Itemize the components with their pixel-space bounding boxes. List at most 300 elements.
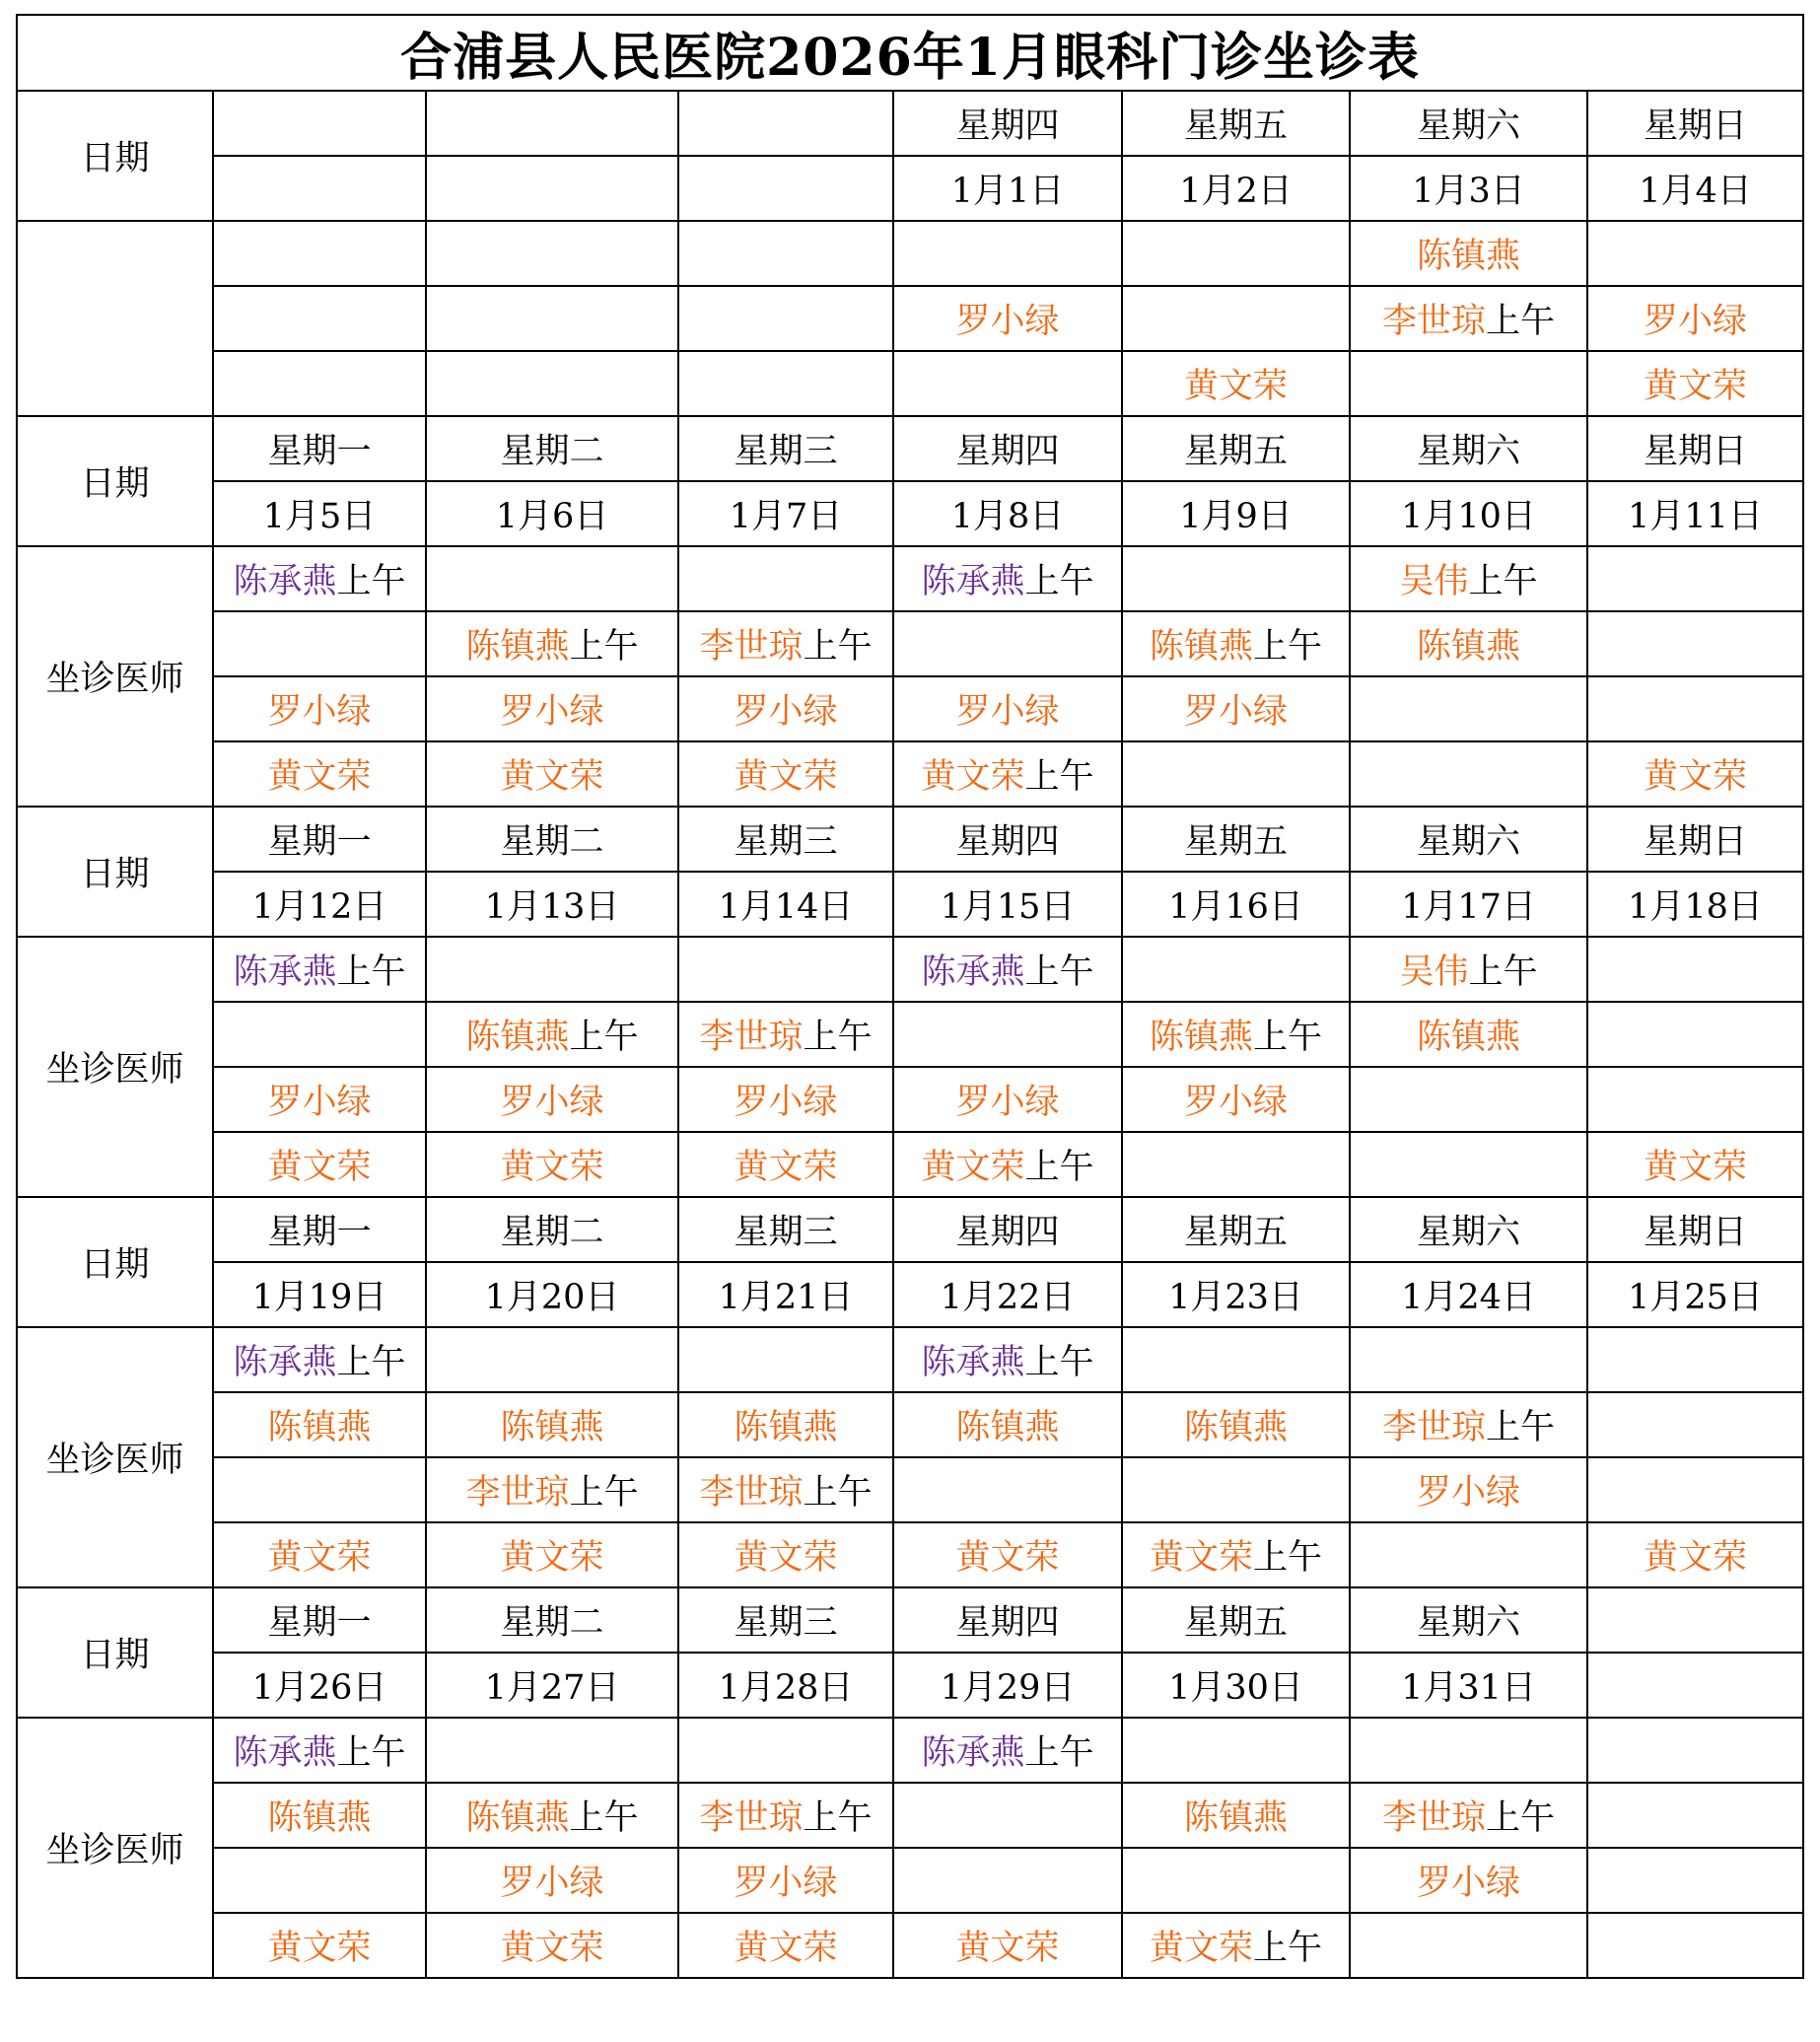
doctor-row	[17, 741, 1803, 807]
doctor-cell	[1587, 1848, 1803, 1913]
weekday-cell: 星期二	[426, 1197, 678, 1262]
doctor-row	[17, 1392, 1803, 1457]
doctor-name: 陈承燕	[233, 952, 337, 992]
session-text: 上午	[1024, 1343, 1094, 1382]
doctor-name: 黄文荣	[500, 757, 604, 797]
doctor-cell	[426, 676, 678, 741]
weekday-cell: 星期四	[893, 416, 1122, 481]
doctor-name: 黄文荣	[267, 757, 372, 797]
doctor-name: 罗小绿	[267, 692, 372, 732]
doctor-row	[17, 1132, 1803, 1197]
weekday-row	[17, 807, 1803, 872]
weekday-cell: 星期三	[678, 1587, 893, 1653]
weekday-cell: 星期六	[1350, 1197, 1587, 1262]
date-label: 日期	[17, 807, 213, 937]
date-row	[17, 1262, 1803, 1327]
doctor-cell	[1350, 1913, 1587, 1978]
date-cell: 1月29日	[893, 1653, 1122, 1718]
doctor-name: 罗小绿	[734, 1083, 838, 1122]
date-cell: 1月23日	[1122, 1262, 1350, 1327]
doctor-cell	[893, 741, 1122, 807]
weekday-cell: 星期一	[213, 416, 426, 481]
date-cell: 1月20日	[426, 1262, 678, 1327]
doctor-cell	[678, 1848, 893, 1913]
doctor-cell	[1122, 741, 1350, 807]
doctor-cell	[1587, 1783, 1803, 1848]
session-text: 上午	[1468, 562, 1538, 601]
doctor-cell	[1122, 676, 1350, 741]
date-cell: 1月30日	[1122, 1653, 1350, 1718]
doctor-cell	[1350, 1067, 1587, 1132]
doctor-cell	[1587, 676, 1803, 741]
doctor-cell	[1350, 1522, 1587, 1587]
doctor-cell	[1350, 286, 1587, 351]
doctor-cell	[1350, 937, 1587, 1002]
session-text: 上午	[569, 627, 639, 667]
weekday-cell: 星期五	[1122, 1197, 1350, 1262]
weekday-cell: 星期四	[893, 91, 1122, 156]
session-text: 上午	[1024, 1148, 1094, 1187]
doctor-name: 陈承燕	[921, 1733, 1025, 1773]
doctor-name: 陈镇燕	[267, 1408, 372, 1447]
doctor-row	[17, 286, 1803, 351]
doctor-cell	[426, 1327, 678, 1392]
session-text: 上午	[1253, 1018, 1323, 1057]
weekday-row	[17, 91, 1803, 156]
doctor-name: 李世琼	[699, 627, 804, 667]
weekday-cell: 星期五	[1122, 416, 1350, 481]
doctor-name: 黄文荣	[734, 1148, 838, 1187]
doctor-name: 黄文荣	[1644, 1538, 1748, 1578]
doctor-cell	[1587, 286, 1803, 351]
doctor-cell	[893, 1718, 1122, 1783]
doctor-name: 陈承燕	[921, 952, 1025, 992]
doctor-name: 李世琼	[1381, 302, 1486, 341]
doctor-cell	[678, 351, 893, 416]
doctor-cell	[213, 741, 426, 807]
weekday-cell: 星期一	[213, 1587, 426, 1653]
doctor-cell	[678, 546, 893, 611]
weekday-row	[17, 416, 1803, 481]
doctor-cell	[893, 546, 1122, 611]
weekday-cell: 星期四	[893, 1587, 1122, 1653]
doctor-cell	[893, 1913, 1122, 1978]
doctor-cell	[213, 1783, 426, 1848]
doctor-cell	[1350, 611, 1587, 676]
doctor-cell	[426, 286, 678, 351]
doctor-cell	[1122, 1067, 1350, 1132]
doctor-row	[17, 937, 1803, 1002]
doctor-name: 罗小绿	[955, 302, 1060, 341]
doctor-cell	[1350, 1327, 1587, 1392]
date-row	[17, 156, 1803, 221]
weekday-cell	[678, 91, 893, 156]
doctor-cell	[1350, 221, 1587, 286]
weekday-cell: 星期六	[1350, 1587, 1587, 1653]
doctor-cell	[1122, 1522, 1350, 1587]
doctor-name: 罗小绿	[267, 1083, 372, 1122]
session-text: 上午	[1253, 1929, 1323, 1968]
doctor-name: 黄文荣	[921, 1148, 1025, 1187]
doctor-cell	[893, 1067, 1122, 1132]
doctor-name: 李世琼	[699, 1018, 804, 1057]
doctor-cell	[678, 937, 893, 1002]
doctor-cell	[1587, 546, 1803, 611]
doctor-cell	[213, 937, 426, 1002]
doctor-name: 吴伟	[1399, 952, 1469, 992]
doctor-cell	[893, 1002, 1122, 1067]
doctor-cell	[1122, 1718, 1350, 1783]
doctor-cell	[426, 611, 678, 676]
doctor-name: 罗小绿	[1416, 1864, 1520, 1903]
doctor-name: 吴伟	[1399, 562, 1469, 601]
doctor-cell	[1350, 741, 1587, 807]
weekday-cell: 星期四	[893, 807, 1122, 872]
doctor-cell	[1587, 937, 1803, 1002]
doctor-name: 黄文荣	[1149, 1929, 1253, 1968]
session-text: 上午	[1486, 1408, 1556, 1447]
doctor-name: 陈镇燕	[1416, 237, 1520, 276]
doctor-cell	[1587, 1718, 1803, 1783]
date-cell: 1月27日	[426, 1653, 678, 1718]
doctor-name: 黄文荣	[267, 1148, 372, 1187]
doctor-row	[17, 1718, 1803, 1783]
doctor-cell	[213, 1522, 426, 1587]
doctor-cell	[426, 741, 678, 807]
session-text: 上午	[1486, 1798, 1556, 1838]
doctor-label	[17, 221, 213, 416]
doctor-cell	[1587, 611, 1803, 676]
session-text: 上午	[1024, 1733, 1094, 1773]
doctor-cell	[893, 221, 1122, 286]
weekday-cell: 星期三	[678, 1197, 893, 1262]
date-row	[17, 872, 1803, 937]
doctor-name: 陈镇燕	[734, 1408, 838, 1447]
doctor-name: 罗小绿	[955, 1083, 1060, 1122]
doctor-cell	[893, 611, 1122, 676]
doctor-row	[17, 611, 1803, 676]
doctor-cell	[426, 1522, 678, 1587]
doctor-cell	[678, 741, 893, 807]
doctor-cell	[426, 1002, 678, 1067]
doctor-cell	[1122, 1327, 1350, 1392]
doctor-cell	[678, 676, 893, 741]
weekday-cell: 星期二	[426, 807, 678, 872]
weekday-cell: 星期六	[1350, 91, 1587, 156]
doctor-cell	[213, 1457, 426, 1522]
date-cell: 1月7日	[678, 481, 893, 546]
doctor-cell	[678, 1002, 893, 1067]
date-label: 日期	[17, 91, 213, 221]
doctor-cell	[426, 1783, 678, 1848]
doctor-row	[17, 221, 1803, 286]
doctor-cell	[213, 611, 426, 676]
doctor-cell	[1122, 611, 1350, 676]
doctor-cell	[1122, 286, 1350, 351]
schedule-sheet	[16, 14, 1802, 1979]
doctor-cell	[426, 1392, 678, 1457]
session-text: 上午	[336, 562, 406, 601]
weekday-cell: 星期日	[1587, 416, 1803, 481]
doctor-cell	[213, 676, 426, 741]
date-cell: 1月21日	[678, 1262, 893, 1327]
doctor-cell	[1350, 1783, 1587, 1848]
doctor-cell	[426, 1913, 678, 1978]
doctor-cell	[893, 351, 1122, 416]
doctor-cell	[678, 1132, 893, 1197]
doctor-cell	[678, 1457, 893, 1522]
doctor-cell	[1350, 1848, 1587, 1913]
doctor-name: 陈承燕	[233, 562, 337, 601]
doctor-cell	[893, 1457, 1122, 1522]
doctor-name: 陈镇燕	[465, 627, 570, 667]
doctor-cell	[1587, 1913, 1803, 1978]
doctor-cell	[1122, 1392, 1350, 1457]
doctor-cell	[1122, 546, 1350, 611]
doctor-cell	[213, 1913, 426, 1978]
date-cell: 1月15日	[893, 872, 1122, 937]
doctor-cell	[678, 1522, 893, 1587]
weekday-cell	[213, 91, 426, 156]
doctor-name: 黄文荣	[1644, 367, 1748, 406]
weekday-cell: 星期日	[1587, 1197, 1803, 1262]
doctor-cell	[426, 1457, 678, 1522]
date-cell: 1月4日	[1587, 156, 1803, 221]
doctor-cell	[893, 1327, 1122, 1392]
doctor-cell	[1587, 351, 1803, 416]
doctor-row	[17, 1522, 1803, 1587]
doctor-cell	[1350, 1457, 1587, 1522]
doctor-cell	[893, 286, 1122, 351]
doctor-cell	[1122, 1913, 1350, 1978]
weekday-cell	[426, 91, 678, 156]
doctor-cell	[678, 1913, 893, 1978]
doctor-cell	[1350, 351, 1587, 416]
weekday-row	[17, 1587, 1803, 1653]
date-cell	[213, 156, 426, 221]
doctor-cell	[893, 1783, 1122, 1848]
schedule-table	[16, 14, 1804, 1979]
date-cell: 1月28日	[678, 1653, 893, 1718]
weekday-cell: 星期五	[1122, 1587, 1350, 1653]
doctor-name: 黄文荣	[734, 1538, 838, 1578]
doctor-cell	[1587, 1002, 1803, 1067]
date-cell: 1月26日	[213, 1653, 426, 1718]
doctor-row	[17, 1067, 1803, 1132]
doctor-name: 黄文荣	[500, 1148, 604, 1187]
doctor-name: 陈镇燕	[267, 1798, 372, 1838]
doctor-name: 罗小绿	[500, 692, 604, 732]
doctor-cell	[426, 937, 678, 1002]
doctor-cell	[213, 1392, 426, 1457]
doctor-cell	[1122, 1457, 1350, 1522]
doctor-cell	[213, 546, 426, 611]
doctor-name: 陈镇燕	[955, 1408, 1060, 1447]
doctor-cell	[426, 1132, 678, 1197]
doctor-name: 陈镇燕	[1416, 1018, 1520, 1057]
doctor-name: 黄文荣	[1644, 1148, 1748, 1187]
date-cell: 1月16日	[1122, 872, 1350, 937]
weekday-row	[17, 1197, 1803, 1262]
doctor-cell	[213, 1067, 426, 1132]
doctor-cell	[1587, 221, 1803, 286]
date-cell: 1月22日	[893, 1262, 1122, 1327]
session-text: 上午	[1253, 627, 1323, 667]
session-text: 上午	[1468, 952, 1538, 992]
doctor-name: 罗小绿	[734, 1864, 838, 1903]
doctor-cell	[1350, 546, 1587, 611]
doctor-cell	[678, 611, 893, 676]
weekday-cell: 星期四	[893, 1197, 1122, 1262]
date-label: 日期	[17, 1197, 213, 1327]
doctor-row	[17, 1783, 1803, 1848]
doctor-name: 罗小绿	[955, 692, 1060, 732]
date-cell: 1月17日	[1350, 872, 1587, 937]
doctor-cell	[678, 1327, 893, 1392]
doctor-cell	[213, 1327, 426, 1392]
doctor-name: 李世琼	[465, 1473, 570, 1513]
doctor-cell	[1350, 1002, 1587, 1067]
doctor-row	[17, 1913, 1803, 1978]
doctor-cell	[1587, 1522, 1803, 1587]
doctor-name: 黄文荣	[921, 757, 1025, 797]
weekday-cell: 星期日	[1587, 807, 1803, 872]
doctor-name: 陈镇燕	[500, 1408, 604, 1447]
doctor-cell	[213, 1132, 426, 1197]
weekday-cell: 星期一	[213, 1197, 426, 1262]
doctor-cell	[213, 351, 426, 416]
weekday-cell: 星期一	[213, 807, 426, 872]
date-cell	[426, 156, 678, 221]
weekday-cell: 星期五	[1122, 807, 1350, 872]
doctor-cell	[1122, 351, 1350, 416]
doctor-row	[17, 351, 1803, 416]
doctor-cell	[893, 1132, 1122, 1197]
session-text: 上午	[1024, 562, 1094, 601]
doctor-label: 坐诊医师	[17, 1327, 213, 1587]
doctor-row	[17, 1457, 1803, 1522]
doctor-label: 坐诊医师	[17, 937, 213, 1197]
doctor-cell	[426, 546, 678, 611]
doctor-cell	[1122, 937, 1350, 1002]
doctor-name: 黄文荣	[267, 1929, 372, 1968]
weekday-cell	[1587, 1587, 1803, 1653]
doctor-name: 陈镇燕	[465, 1018, 570, 1057]
doctor-cell	[1122, 1002, 1350, 1067]
doctor-name: 黄文荣	[1644, 757, 1748, 797]
doctor-name: 陈镇燕	[1416, 627, 1520, 667]
session-text: 上午	[803, 1473, 873, 1513]
doctor-row	[17, 1327, 1803, 1392]
session-text: 上午	[1253, 1538, 1323, 1578]
doctor-label: 坐诊医师	[17, 546, 213, 807]
doctor-cell	[1350, 1392, 1587, 1457]
date-cell: 1月31日	[1350, 1653, 1587, 1718]
weekday-cell: 星期二	[426, 416, 678, 481]
weekday-cell: 星期三	[678, 416, 893, 481]
date-cell: 1月25日	[1587, 1262, 1803, 1327]
date-cell: 1月24日	[1350, 1262, 1587, 1327]
doctor-name: 陈镇燕	[1183, 1798, 1288, 1838]
doctor-cell	[1350, 1132, 1587, 1197]
date-cell: 1月12日	[213, 872, 426, 937]
session-text: 上午	[803, 1798, 873, 1838]
doctor-cell	[1350, 676, 1587, 741]
session-text: 上午	[336, 1343, 406, 1382]
date-label: 日期	[17, 1587, 213, 1718]
doctor-name: 罗小绿	[1644, 302, 1748, 341]
date-row	[17, 1653, 1803, 1718]
doctor-name: 罗小绿	[500, 1864, 604, 1903]
weekday-cell: 星期二	[426, 1587, 678, 1653]
doctor-cell	[1587, 1132, 1803, 1197]
session-text: 上午	[1486, 302, 1556, 341]
doctor-cell	[893, 1848, 1122, 1913]
doctor-name: 黄文荣	[955, 1538, 1060, 1578]
doctor-name: 陈镇燕	[1149, 1018, 1253, 1057]
doctor-name: 陈承燕	[921, 1343, 1025, 1382]
doctor-name: 陈镇燕	[1183, 1408, 1288, 1447]
date-row	[17, 481, 1803, 546]
doctor-cell	[1350, 1718, 1587, 1783]
weekday-cell: 星期五	[1122, 91, 1350, 156]
doctor-cell	[426, 351, 678, 416]
date-cell: 1月6日	[426, 481, 678, 546]
date-cell: 1月18日	[1587, 872, 1803, 937]
doctor-name: 黄文荣	[500, 1538, 604, 1578]
doctor-cell	[1587, 1457, 1803, 1522]
doctor-cell	[893, 1392, 1122, 1457]
doctor-cell	[1122, 1132, 1350, 1197]
date-cell: 1月10日	[1350, 481, 1587, 546]
date-cell: 1月5日	[213, 481, 426, 546]
doctor-cell	[213, 1848, 426, 1913]
date-label: 日期	[17, 416, 213, 546]
date-cell: 1月11日	[1587, 481, 1803, 546]
title-row	[17, 15, 1803, 91]
doctor-name: 罗小绿	[1416, 1473, 1520, 1513]
doctor-name: 罗小绿	[734, 692, 838, 732]
session-text: 上午	[569, 1798, 639, 1838]
doctor-row	[17, 676, 1803, 741]
weekday-cell: 星期日	[1587, 91, 1803, 156]
doctor-name: 罗小绿	[1183, 692, 1288, 732]
doctor-cell	[426, 221, 678, 286]
doctor-cell	[213, 1002, 426, 1067]
doctor-cell	[893, 937, 1122, 1002]
doctor-cell	[426, 1848, 678, 1913]
doctor-cell	[1587, 1392, 1803, 1457]
date-cell: 1月3日	[1350, 156, 1587, 221]
doctor-cell	[426, 1067, 678, 1132]
date-cell	[1587, 1653, 1803, 1718]
doctor-cell	[426, 1718, 678, 1783]
doctor-name: 陈承燕	[921, 562, 1025, 601]
date-cell: 1月1日	[893, 156, 1122, 221]
doctor-name: 李世琼	[1381, 1408, 1486, 1447]
session-text: 上午	[336, 1733, 406, 1773]
session-text: 上午	[1024, 952, 1094, 992]
doctor-name: 李世琼	[1381, 1798, 1486, 1838]
doctor-cell	[1587, 741, 1803, 807]
doctor-name: 黄文荣	[500, 1929, 604, 1968]
doctor-cell	[893, 676, 1122, 741]
doctor-name: 黄文荣	[734, 757, 838, 797]
date-cell: 1月13日	[426, 872, 678, 937]
weekday-cell: 星期三	[678, 807, 893, 872]
doctor-label: 坐诊医师	[17, 1718, 213, 1978]
session-text: 上午	[803, 1018, 873, 1057]
